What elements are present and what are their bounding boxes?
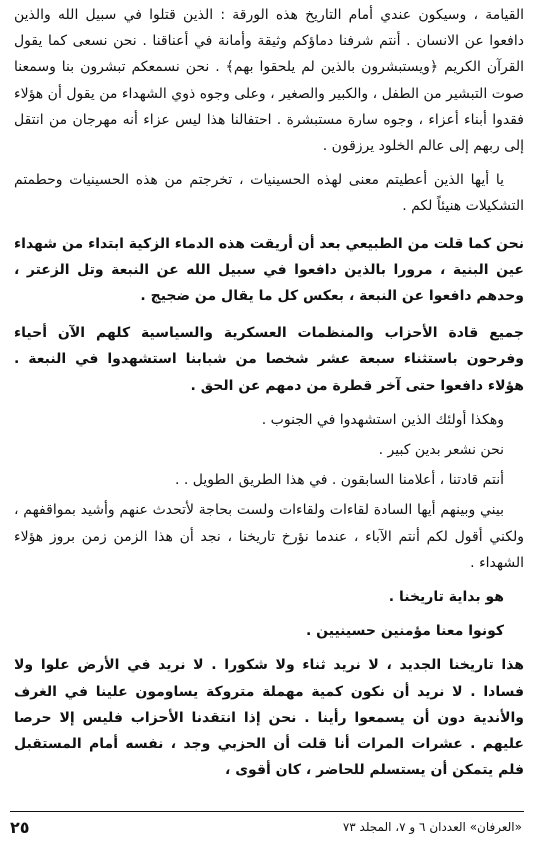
paragraph-martyrs-document: القيامة ، وسيكون عندي أمام التاريخ هذه الورقة : الذين قتلوا في سبيل الله والذين دافعوا عن الانسان . أنتم شرفنا دماؤكم وثيقة وأمانة في أعناقنا . نحن نسعى كما يقول القرآن الكريم ﴿ويستبشرون بالذين لم يلحقوا بهم﴾ . نحن نسمعكم تبشرون بنا وسمعنا صوت التبشير من الطفل ، والكبير والصغير ، وعلى وجوه ذوي الشهداء من يقول أن هؤلاء فقدوا أبناء أعزاء ، وجوه سارة مستبشرة . احتفالنا هذا ليس عزاء أنه مهرجان من انتقل إلى ربهم إلى عالم الخلود يرزقون .: [14, 7, 524, 155]
page-footer: [10, 815, 522, 839]
paragraph-nabaa: نحن كما قلت من الطبيعي بعد أن أريقت هذه الدماء الزكية ابتداء من شهداء عين البنية ، مرورا بالذين دافعوا في سبيل الله عن النبعة وتل الزعتر ، وحدهم دافعوا عن النبعة ، بعكس كل ما يقال من ضجيج .: [14, 235, 524, 305]
journal-citation: «العرفان» العددان ٦ و ٧، المجلد ٧٣: [342, 820, 522, 834]
paragraph-beginning: هو بداية تاريخنا .: [388, 589, 504, 606]
article-body: [14, 2, 524, 802]
paragraph-debt: نحن نشعر بدين كبير .: [378, 442, 504, 459]
paragraph-history: بيني وبينهم أيها السادة لقاءات ولقاءات ولست بحاجة لأتحدث عنهم وأشيد بمواقفهم ، ولكني أقول لكم أنتم الآباء ، عندما نؤرخ تاريخنا ، نجد أن هذا الزمن زمن بروز هؤلاء الشهداء .: [14, 502, 524, 571]
paragraph-leaders: أنتم قادتنا ، أعلامنا السابقون . في هذا الطريق الطويل . .: [174, 472, 504, 489]
paragraph-be-with-us: كونوا معنا مؤمنين حسينيين .: [305, 623, 504, 640]
paragraph-south: وهكذا أولئك الذين استشهدوا في الجنوب .: [261, 411, 504, 428]
paragraph-new-history: هذا تاريخنا الجديد ، لا نريد ثناء ولا شكورا . لا نريد في الأرض علوا ولا فسادا . لا نريد أن نكون كمية مهملة متروكة يساومون علينا في الغرف والأندية دون أن يسمعوا رأينا . نحن إذا انتقدنا الأحزاب فليس إلا حرصا عليهم . عشرات المرات أنا قلت أن الحزبي وجد ، نفسه أمام المستقبل فلم يتمكن أن يستسلم للحاضر ، كان أقوى ،: [14, 657, 524, 779]
page-number: ٢٥: [10, 817, 30, 837]
paragraph-party-leaders: جميع قادة الأحزاب والمنظمات العسكرية والسياسية كلهم الآن أحياء وفرحون باستثناء سبعة عشر شخصا من شبابنا استشهدوا في النبعة . هؤلاء دافعوا حتى آخر قطرة من دمهم عن الحق .: [14, 325, 524, 394]
paragraph-husseiniyat: يا أيها الذين أعطيتم معنى لهذه الحسينيات ، تخرجتم من هذه الحسينيات وحطمتم التشكيلات هنيئاً لكم .: [14, 172, 524, 215]
footer-divider: [10, 811, 524, 812]
